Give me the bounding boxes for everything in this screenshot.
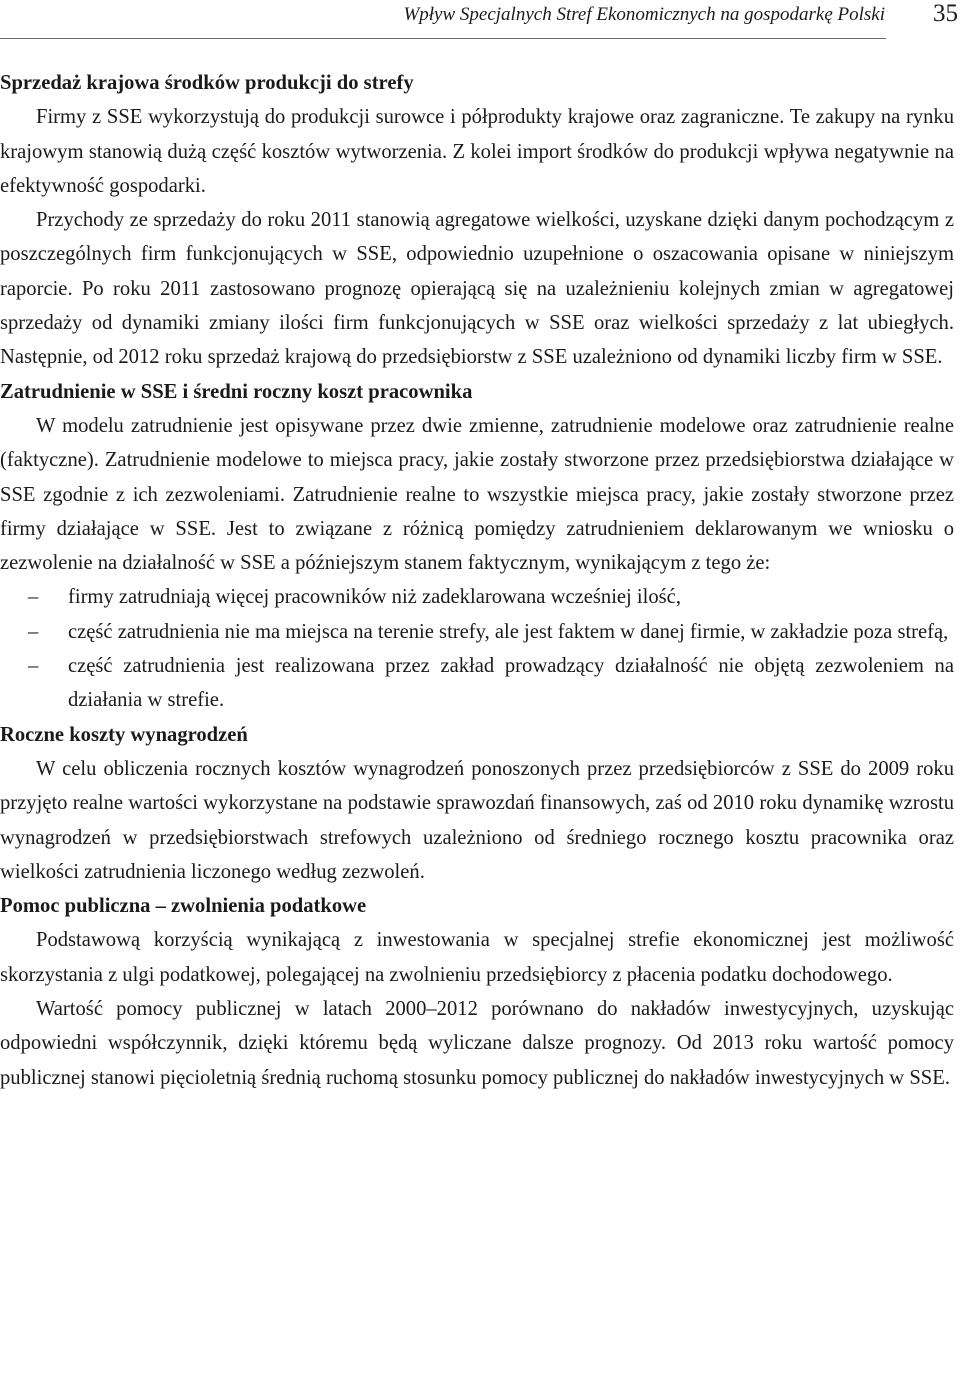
- list-item: [0, 580, 954, 614]
- running-title: Wpływ Specjalnych Stref Ekonomicznych na gospodarkę Polski: [403, 4, 885, 25]
- dash-bullet-icon: –: [28, 586, 39, 609]
- section-public-aid: [0, 889, 954, 1095]
- list-item: [0, 649, 954, 718]
- list-item-text: część zatrudnienia jest realizowana przez zakład prowadzący działalność nie objętą zezwoleniem na działania w strefie.: [68, 655, 954, 712]
- dash-bullet-icon: –: [28, 655, 39, 678]
- list-item-text: firmy zatrudniają więcej pracowników niż zadeklarowana wcześniej ilość,: [68, 586, 681, 609]
- paragraph: Przychody ze sprzedaży do roku 2011 stanowią agregatowe wielkości, uzyskane dzięki danym pochodzącym z poszczególnych firm funkcjonujących w SSE, odpowiednio uzupełnione o oszacowania opisane w niniejszym raporcie. Po roku 2011 zastosowano prognozę opierającą się na uzależnieniu kolejnych zmian w agregatowej sprzedaży od dynamiki zmiany ilości firm funkcjonujących w SSE oraz wielkości sprzedaży z lat ubiegłych. Następnie, od 2012 roku sprzedaż krajową do przedsiębiorstw z SSE uzależniono od dynamiki liczby firm w SSE.: [0, 209, 954, 369]
- paragraph: Podstawową korzyścią wynikającą z inwestowania w specjalnej strefie ekonomicznej jest możliwość skorzystania z ulgi podatkowej, polegającej na zwolnieniu przedsiębiorcy z płacenia podatku dochodowego.: [0, 929, 954, 986]
- dash-bullet-icon: –: [28, 620, 39, 643]
- page-number: 35: [933, 0, 958, 27]
- running-header: [0, 0, 960, 40]
- bullet-list: [0, 580, 954, 717]
- section-heading: Pomoc publiczna – zwolnienia podatkowe: [0, 895, 367, 918]
- section-heading: Sprzedaż krajowa środków produkcji do strefy: [0, 72, 414, 94]
- section-employment: [0, 375, 954, 718]
- header-rule: [0, 38, 886, 39]
- list-item-text: część zatrudnienia nie ma miejsca na terenie strefy, ale jest faktem w danej firmie, w zakładzie poza strefą,: [68, 620, 949, 643]
- paragraph: W celu obliczenia rocznych kosztów wynagrodzeń ponoszonych przez przedsiębiorców z SSE do 2009 roku przyjęto realne wartości wykorzystane na podstawie sprawozdań finansowych, zaś od 2010 roku dynamikę wzrostu wynagrodzeń w przedsiębiorstwach strefowych uzależniono od średniego rocznego kosztu pracownika oraz wielkości zatrudnienia liczonego według zezwoleń.: [0, 757, 954, 883]
- section-salary-costs: [0, 718, 954, 889]
- paragraph: W modelu zatrudnienie jest opisywane przez dwie zmienne, zatrudnienie modelowe oraz zatrudnienie realne (faktyczne). Zatrudnienie modelowe to miejsca pracy, jakie zostały stworzone przez przedsiębiorstwa działające w SSE zgodnie z ich zezwoleniami. Zatrudnienie realne to wszystkie miejsca pracy, jakie zostały stworzone przez firmy działające w SSE. Jest to związane z różnicą pomiędzy zatrudnieniem deklarowanym we wniosku o zezwolenie na działalność w SSE a późniejszym stanem faktycznym, wynikającym z tego że:: [0, 414, 954, 575]
- page-content: [0, 66, 954, 1095]
- section-heading: Zatrudnienie w SSE i średni roczny koszt pracownika: [0, 380, 473, 403]
- paragraph: Firmy z SSE wykorzystują do produkcji surowce i półprodukty krajowe oraz zagraniczne. Te zakupy na rynku krajowym stanowią dużą część kosztów wytworzenia. Z kolei import środków do produkcji wpływa negatywnie na efektywność gospodarki.: [0, 106, 954, 197]
- section-domestic-sales: [0, 66, 954, 375]
- list-item: [0, 615, 954, 649]
- section-heading: Roczne koszty wynagrodzeń: [0, 723, 248, 746]
- paragraph: Wartość pomocy publicznej w latach 2000–2012 porównano do nakładów inwestycyjnych, uzyskując odpowiedni współczynnik, dzięki któremu będą wyliczane dalsze prognozy. Od 2013 roku wartość pomocy publicznej stanowi pięcioletnią średnią ruchomą stosunku pomocy publicznej do nakładów inwestycyjnych w SSE.: [0, 998, 954, 1089]
